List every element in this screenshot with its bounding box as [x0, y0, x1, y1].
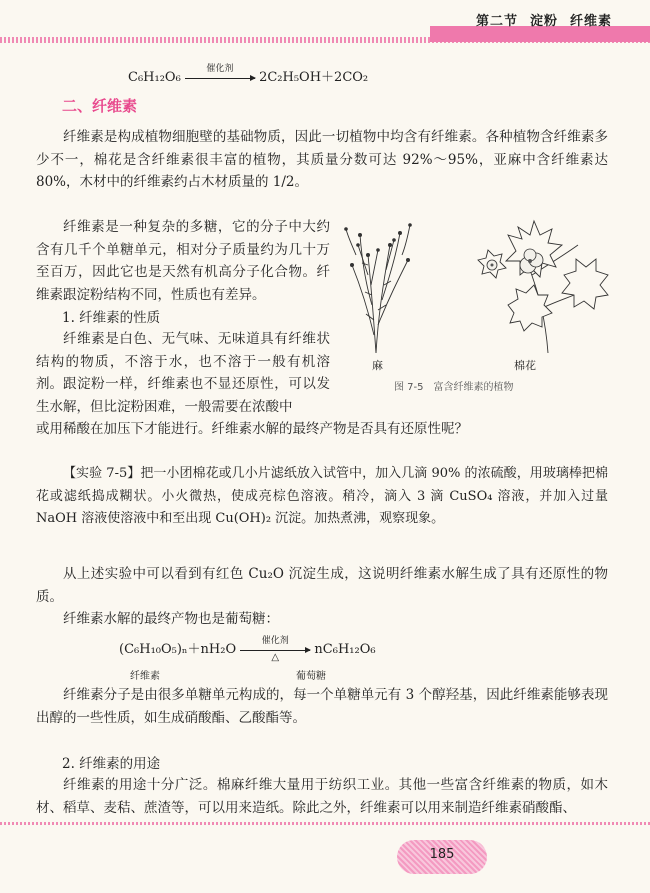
experiment-text: 把一小团棉花或几小片滤纸放入试管中，加入几滴 90% 的浓硫酸，用玻璃棒把棉花或滤纸捣成糊状。小火微热，使成亮棕色溶液。稍冷，滴入 3 滴 CuSO₄ 溶液，并加入过量 NaOH 溶液使溶液中和至出现 Cu(OH)₂ 沉淀。加热煮沸，观察现象。 [36, 466, 608, 526]
experiment-7-5 [36, 463, 608, 531]
paragraph-observation: 从上述实验中可以看到有红色 Cu₂O 沉淀生成，这说明纤维素水解生成了具有还原性的物质。 [36, 566, 608, 605]
eq2-label-glucose: 葡萄糖 [296, 671, 326, 682]
subheading-uses: 2. 纤维素的用途 [62, 756, 161, 772]
figure-label-flax: 麻 [372, 359, 383, 372]
figure-caption: 图 7-5 富含纤维素的植物 [394, 382, 514, 393]
eq2-right: nC₆H₁₂O₆ [314, 642, 376, 657]
paragraph-uses: 纤维素的用途十分广泛。棉麻纤维大量用于纺织工业。其他一些富含纤维素的物质，如木材、稻草、麦秸、蔗渣等，可以用来造纸。除此之外，纤维素可以用来制造纤维素硝酸酯、 [36, 777, 608, 816]
paragraph-hydrolysis-b: 或用稀酸在加压下才能进行。纤维素水解的最终产物是否具有还原性呢？ [36, 421, 468, 437]
paragraph-structure: 纤维素是一种复杂的多糖，它的分子中大约含有几千个单糖单元，相对分子质量约为几十万至百万，因此它也是天然有机高分子化合物。纤维素跟淀粉结构不同，性质也有差异。 [36, 219, 330, 303]
eq2-label-cellulose: 纤维素 [130, 671, 160, 682]
page-number: 185 [429, 847, 455, 862]
figure-label-cotton: 棉花 [514, 359, 536, 372]
eq1-right: 2C₂H₅OH＋2CO₂ [259, 70, 369, 85]
paragraph-properties: 纤维素是白色、无气味、无味道具有纤维状结构的物质，不溶于水，也不溶于一般有机溶剂。 [36, 331, 330, 392]
footer-dotted-rule [0, 822, 650, 825]
header-topic-cellulose: 纤维素 [569, 14, 612, 29]
eq1-catalyst: 催化剂 [206, 64, 234, 74]
eq2-left: (C₆H₁₀O₅)ₙ＋nH₂O [119, 642, 237, 657]
eq1-left: C₆H₁₂O₆ [128, 70, 181, 85]
subheading-properties: 1. 纤维素的性质 [62, 310, 161, 326]
figure-7-5 [338, 215, 628, 395]
experiment-tag: 【实验 7-5】 [63, 466, 141, 481]
eq2-arrow [240, 636, 310, 663]
paragraph-intro: 纤维素是构成植物细胞壁的基础物质，因此一切植物中均含有纤维素。各种植物含纤维素多少不一，棉花是含纤维素很丰富的植物，其质量分数可达 92%～95%，亚麻中含纤维素达 80%，木材中的纤维素约占木材质量的 1/2。 [36, 129, 608, 190]
section-title: 二、纤维素 [62, 97, 138, 115]
paragraph-final-product: 纤维素水解的最终产物也是葡萄糖： [63, 611, 279, 627]
equation-fermentation [128, 66, 368, 85]
eq2-heat-symbol: △ [271, 652, 280, 663]
cotton-plant-illustration [468, 215, 618, 355]
eq2-catalyst: 催化剂 [261, 636, 289, 646]
eq1-arrow [185, 64, 255, 79]
header-topic-starch: 淀粉 [529, 14, 558, 29]
paragraph-alcohol-properties: 纤维素分子是由很多单糖单元构成的，每一个单糖单元有 3 个醇羟基，因此纤维素能够表现出醇的一些性质，如生成硝酸酯、乙酸酯等。 [36, 687, 608, 726]
equation-hydrolysis [119, 636, 376, 663]
paragraph-hydrolysis-a: 跟淀粉一样，纤维素也不显还原性，可以发生水解，但比淀粉困难，一般需要在浓酸中 [36, 376, 330, 415]
running-header [464, 10, 612, 29]
header-section: 第二节 [475, 14, 518, 29]
